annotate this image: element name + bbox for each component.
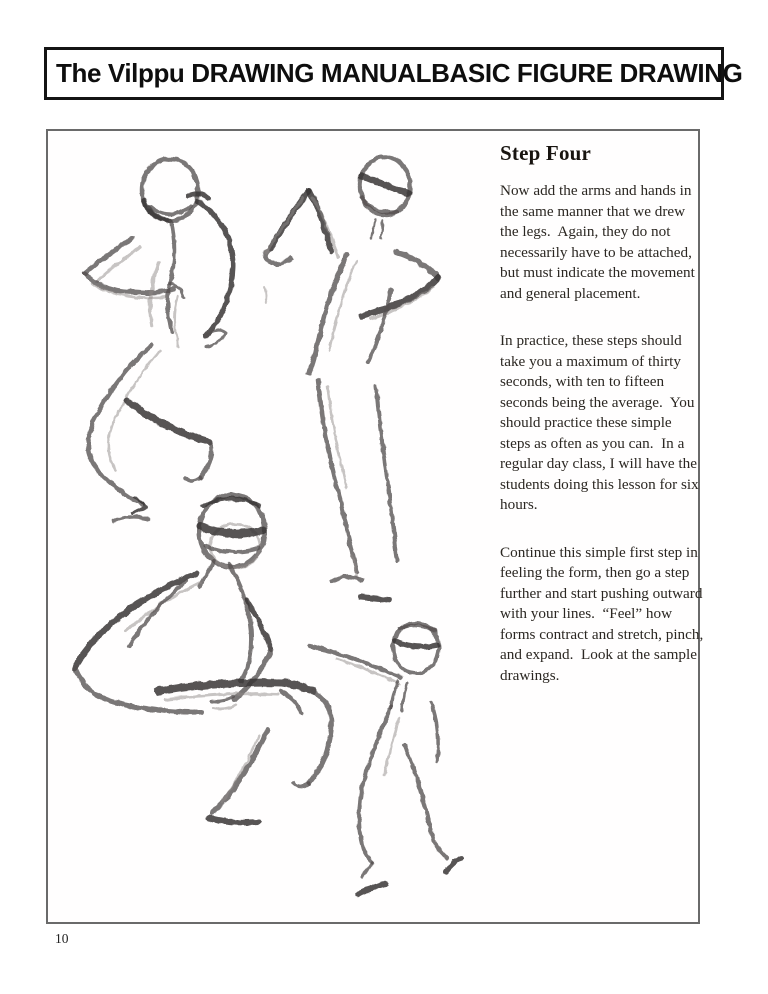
step-heading: Step Four	[500, 141, 592, 165]
gesture-figure-seated	[75, 495, 331, 823]
lesson-paragraph-1: Now add the arms and hands in the same manner that we drew the legs. Again, they do not necessarily have to be attached, but must indicate the movement and general placement.	[500, 182, 699, 302]
title-banner	[44, 47, 743, 100]
lesson-paragraph-2: In practice, these steps should take you a maximum of thirty seconds, with ten to fifteen seconds being the average. You should practice these simple steps as often as you can. In a regular day class, I will have the students doing this lesson for six hours.	[500, 332, 703, 513]
manual-title: The Vilppu DRAWING MANUAL	[56, 58, 432, 88]
page-number: 10	[55, 931, 69, 946]
lesson-paragraph-3: Continue this simple first step in feeling the form, then go a step further and start pushing outward with your lines. “Feel” how forms contract and stretch, pinch, and expand. Look at the sample drawings.	[500, 543, 708, 684]
section-title: BASIC FIGURE DRAWING	[431, 58, 743, 88]
gesture-figure-arms-raised	[266, 157, 439, 600]
lesson-panel	[46, 129, 708, 924]
gesture-figure-stepping	[310, 623, 461, 895]
instruction-column	[500, 141, 708, 713]
gesture-figure-standing-arm-bent	[85, 159, 267, 521]
